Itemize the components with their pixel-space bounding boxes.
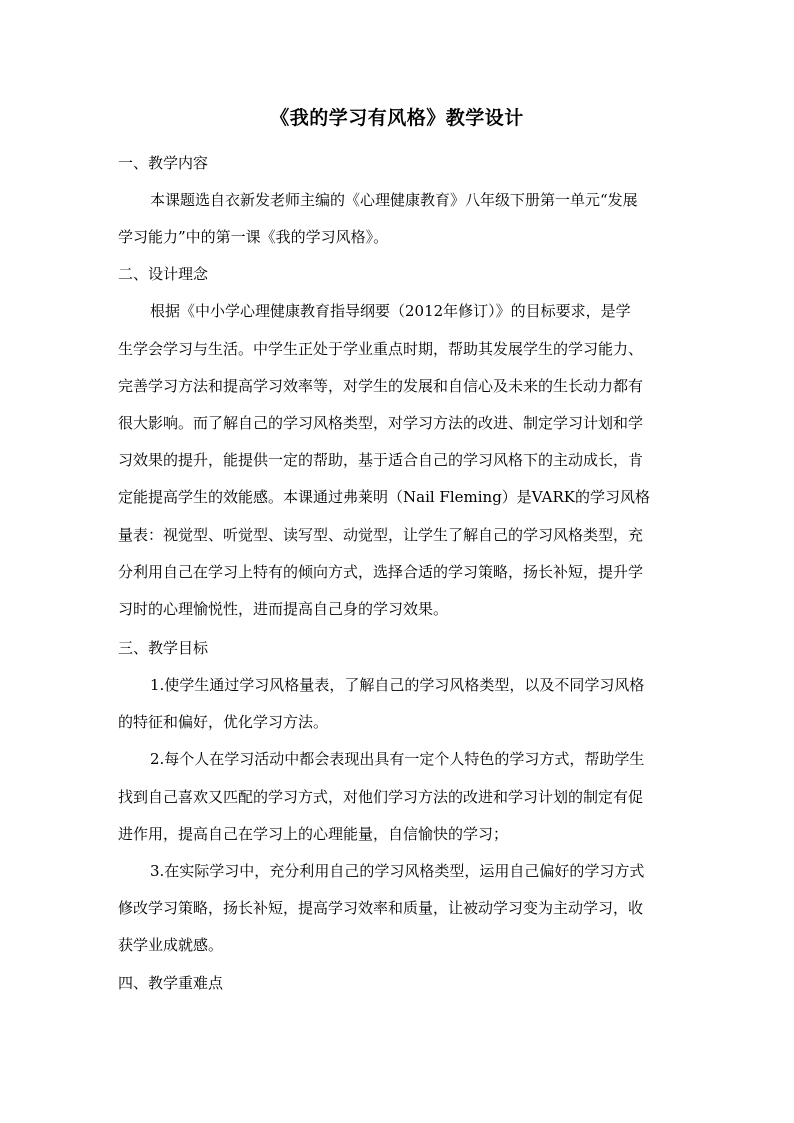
document-title: 《我的学习有风格》教学设计 xyxy=(270,107,524,129)
paragraph-line: 进作用，提高自己在学习上的心理能量，自信愉快的学习； xyxy=(118,825,509,843)
paragraph-line: 修改学习策略，扬长补短，提高学习效率和质量，让被动学习变为主动学习，收 xyxy=(118,899,644,917)
paragraph-line: 习时的心理愉悦性，进而提高自己身的学习效果。 xyxy=(118,600,449,618)
section-heading-key-difficult-points: 四、教学重难点 xyxy=(118,974,224,992)
section-heading-teaching-content: 一、教学内容 xyxy=(118,154,209,172)
paragraph-line: 找到自己喜欢又匹配的学习方式，对他们学习方法的改进和学习计划的制定有促 xyxy=(118,788,644,806)
paragraph-line: 很大影响。而了解自己的学习风格类型，对学习方法的改进、制定学习计划和学 xyxy=(118,414,644,432)
paragraph-line: 分利用自己在学习上特有的倾向方式，选择合适的学习策略，扬长补短，提升学 xyxy=(118,563,644,581)
paragraph-line: 获学业成就感。 xyxy=(118,936,224,954)
paragraph-line: 3.在实际学习中，充分利用自己的学习风格类型，运用自己偏好的学习方式 xyxy=(150,862,645,880)
paragraph-line: 2.每个人在学习活动中都会表现出具有一定个人特色的学习方式，帮助学生 xyxy=(150,750,645,768)
paragraph-line: 量表：视觉型、听觉型、读写型、动觉型，让学生了解自己的学习风格类型，充 xyxy=(118,526,644,544)
paragraph-line: 生学会学习与生活。中学生正处于学业重点时期，帮助其发展学生的学习能力、 xyxy=(118,340,644,358)
paragraph-line: 定能提高学生的效能感。本课通过弗莱明（Nail Fleming）是VARK的学习风格 xyxy=(118,488,650,506)
section-heading-teaching-objectives: 三、教学目标 xyxy=(118,639,209,657)
paragraph-line: 完善学习方法和提高学习效率等，对学生的发展和自信心及未来的生长动力都有 xyxy=(118,377,644,395)
paragraph-line: 本课题选自衣新发老师主编的《心理健康教育》八年级下册第一单元“发展 xyxy=(150,191,638,209)
paragraph-line: 根据《中小学心理健康教育指导纲要（2012年修订）》的目标要求，是学 xyxy=(150,302,631,320)
paragraph-line: 1.使学生通过学习风格量表，了解自己的学习风格类型，以及不同学习风格 xyxy=(150,676,645,694)
paragraph-line: 学习能力”中的第一课《我的学习风格》。 xyxy=(118,228,389,246)
section-heading-design-concept: 二、设计理念 xyxy=(118,265,209,283)
paragraph-line: 的特征和偏好，优化学习方法。 xyxy=(118,713,329,731)
paragraph-line: 习效果的提升，能提供一定的帮助，基于适合自己的学习风格下的主动成长，肯 xyxy=(118,451,644,469)
